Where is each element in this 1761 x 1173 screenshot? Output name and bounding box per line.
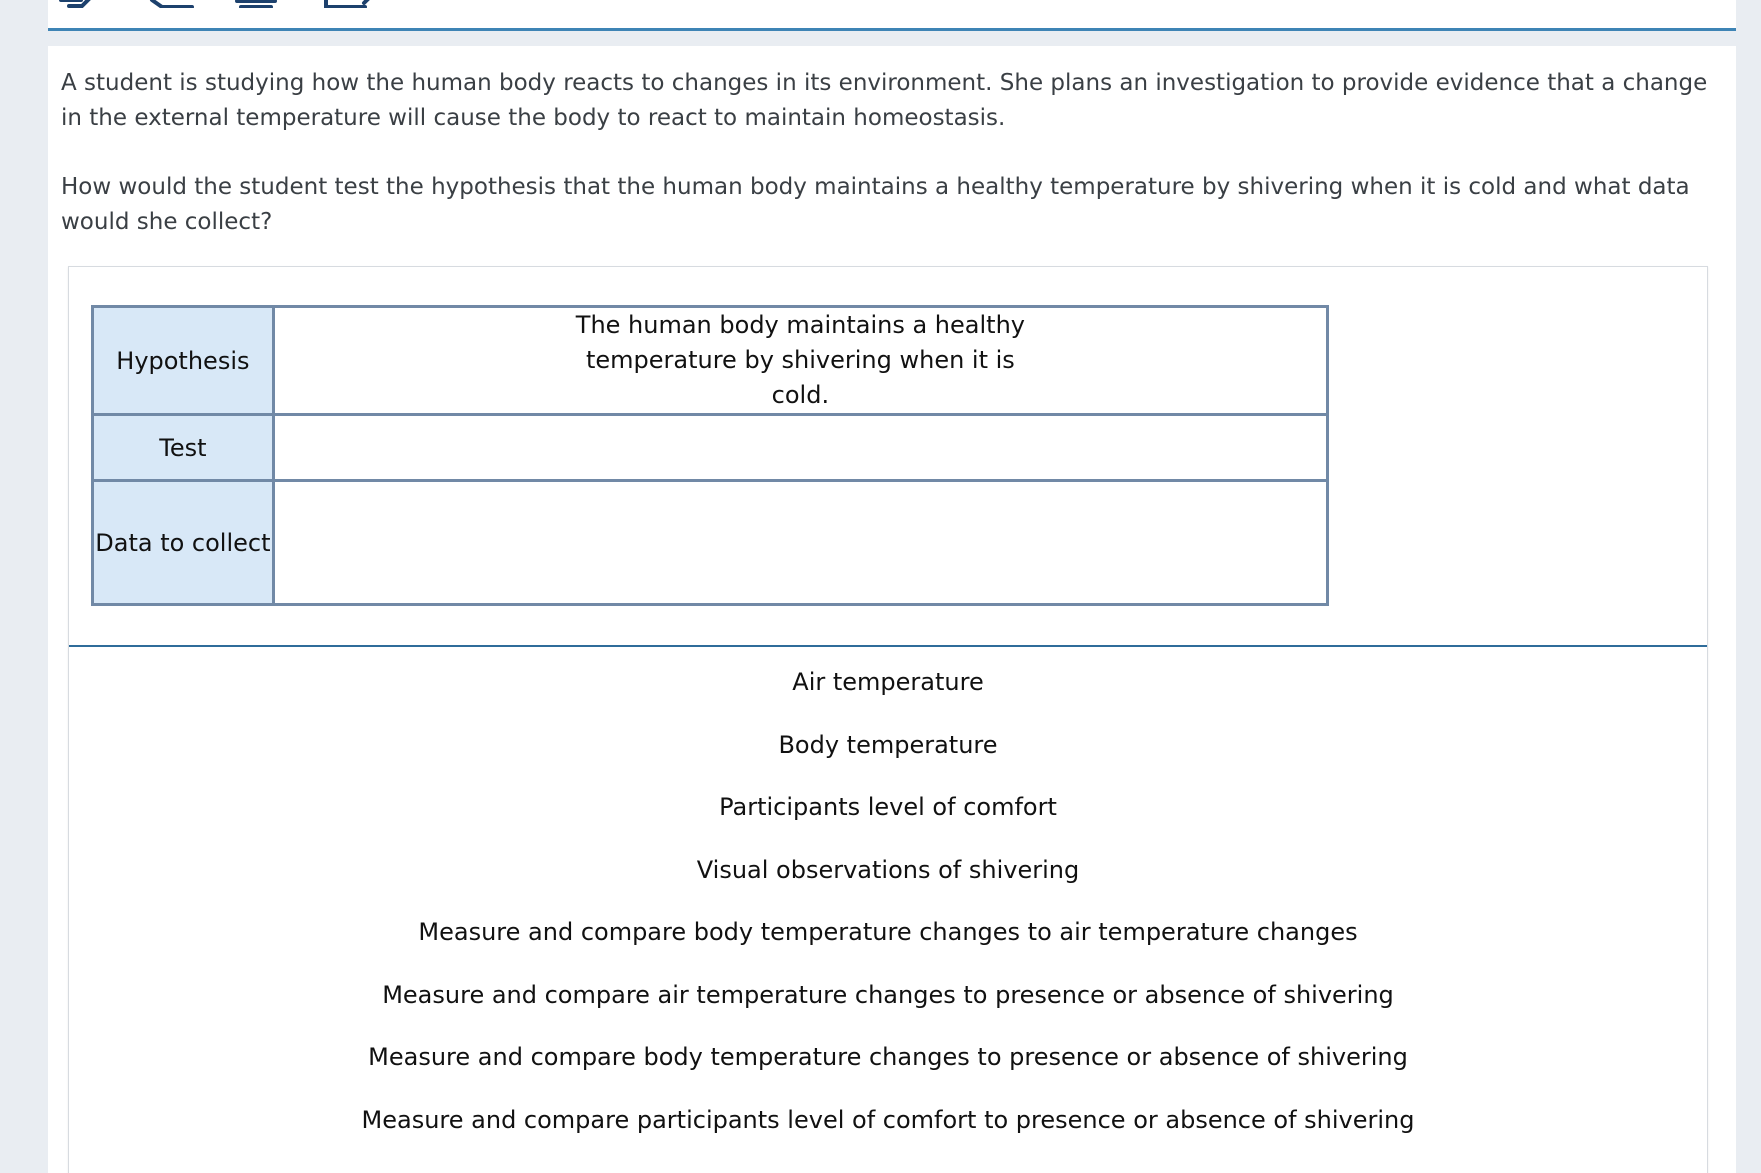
options-divider bbox=[69, 645, 1707, 647]
answer-table bbox=[91, 305, 1329, 606]
option-body-temperature[interactable]: Body temperature bbox=[778, 730, 998, 759]
test-row bbox=[93, 415, 1328, 481]
option-air-temperature[interactable]: Air temperature bbox=[792, 668, 984, 696]
pencil-icon[interactable] bbox=[59, 0, 95, 8]
test-label: Test bbox=[93, 415, 274, 481]
hypothesis-row bbox=[93, 307, 1328, 415]
option-body-vs-air-temperature[interactable]: Measure and compare body temperature changes to air temperature changes bbox=[418, 918, 1358, 946]
option-visual-observations[interactable]: Visual observations of shivering bbox=[696, 855, 1080, 884]
answer-options bbox=[69, 651, 1707, 1151]
top-toolbar bbox=[48, 0, 1736, 31]
question-context: A student is studying how the human body reacts to changes in its environment. She plans an investigation to provide evidence that a change in the external temperature will cause the body to react to maintain homeostasis. bbox=[61, 70, 1708, 131]
printer-icon[interactable] bbox=[234, 0, 278, 8]
answer-table-container bbox=[91, 305, 1329, 578]
hypothesis-text: The human body maintains a healthy temperature by shivering when it is cold. bbox=[575, 311, 1025, 409]
hypothesis-label: Hypothesis bbox=[93, 307, 274, 415]
checkmark-icon[interactable] bbox=[148, 0, 196, 8]
hypothesis-value bbox=[273, 307, 1327, 415]
data-to-collect-label: Data to collect bbox=[93, 481, 274, 605]
drag-drop-panel bbox=[68, 266, 1708, 1173]
option-body-temperature-vs-shivering[interactable]: Measure and compare body temperature changes to presence or absence of shivering bbox=[368, 1043, 1408, 1071]
question-prompt: How would the student test the hypothesis that the human body maintains a healthy temperature by shivering when it is cold and what data would she collect? bbox=[61, 174, 1690, 235]
data-to-collect-row bbox=[93, 481, 1328, 605]
test-drop-zone[interactable] bbox=[273, 415, 1327, 481]
option-participants-level-of-comfort[interactable]: Participants level of comfort bbox=[719, 793, 1057, 821]
edit-icon[interactable] bbox=[323, 0, 375, 8]
data-to-collect-drop-zone[interactable] bbox=[273, 481, 1327, 605]
option-air-temperature-vs-shivering[interactable]: Measure and compare air temperature changes to presence or absence of shivering bbox=[382, 980, 1394, 1009]
option-comfort-vs-shivering[interactable]: Measure and compare participants level of comfort to presence or absence of shivering bbox=[361, 1105, 1415, 1134]
question-content bbox=[48, 46, 1736, 1173]
